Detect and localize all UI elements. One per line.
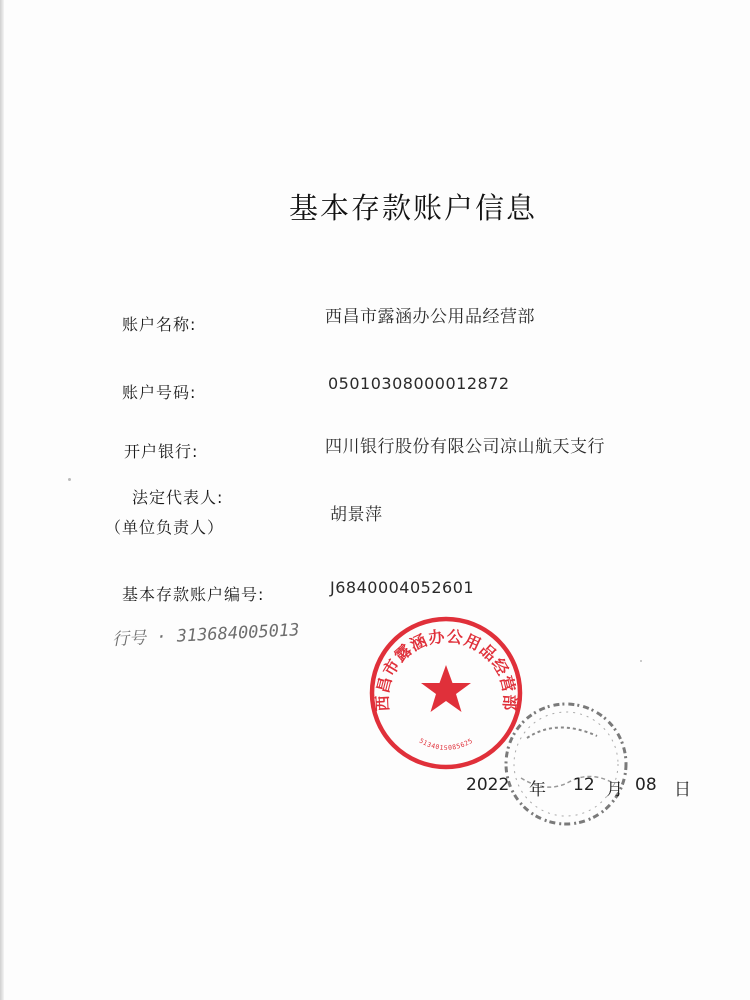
field-label-account-name: 账户名称:: [122, 315, 197, 334]
svg-text:5134015085625: [418, 737, 475, 752]
date-year-unit: 年: [529, 780, 546, 800]
field-label-basic-account-id: 基本存款账户编号:: [122, 585, 265, 604]
date-month: 12: [573, 775, 595, 795]
field-value-legal-rep: 胡景萍: [330, 505, 383, 525]
seal-star-icon: [421, 665, 471, 712]
scan-speck: [640, 660, 642, 662]
field-value-bank: 四川银行股份有限公司凉山航天支行: [325, 437, 605, 457]
date-day-unit: 日: [674, 780, 691, 800]
date-year: 2022: [466, 775, 510, 795]
handwritten-bank-code-note: 行号 · 313684005013: [111, 620, 300, 650]
document-title: 基本存款账户信息: [288, 191, 537, 225]
field-value-basic-account-id: J6840004052601: [330, 578, 475, 597]
scan-edge-shadow: [0, 0, 4, 1000]
date-day: 08: [635, 775, 657, 795]
scan-speck: [68, 478, 71, 481]
field-label-account-number: 账户号码:: [122, 383, 197, 402]
date-month-unit: 月: [606, 780, 623, 800]
field-label-legal-rep: 法定代表人:: [132, 488, 224, 507]
grey-seal-impression-icon: [497, 698, 635, 830]
seal-ring-text: 西昌市露涵办公用品经营部: [372, 626, 520, 712]
field-label-bank: 开户银行:: [124, 442, 199, 461]
field-label-legal-rep-sub: （单位负责人）: [105, 518, 225, 537]
field-value-account-number: 05010308000012872: [328, 374, 510, 393]
seal-code-text: 5134015085625: [417, 736, 475, 752]
field-value-account-name: 西昌市露涵办公用品经营部: [325, 307, 535, 327]
